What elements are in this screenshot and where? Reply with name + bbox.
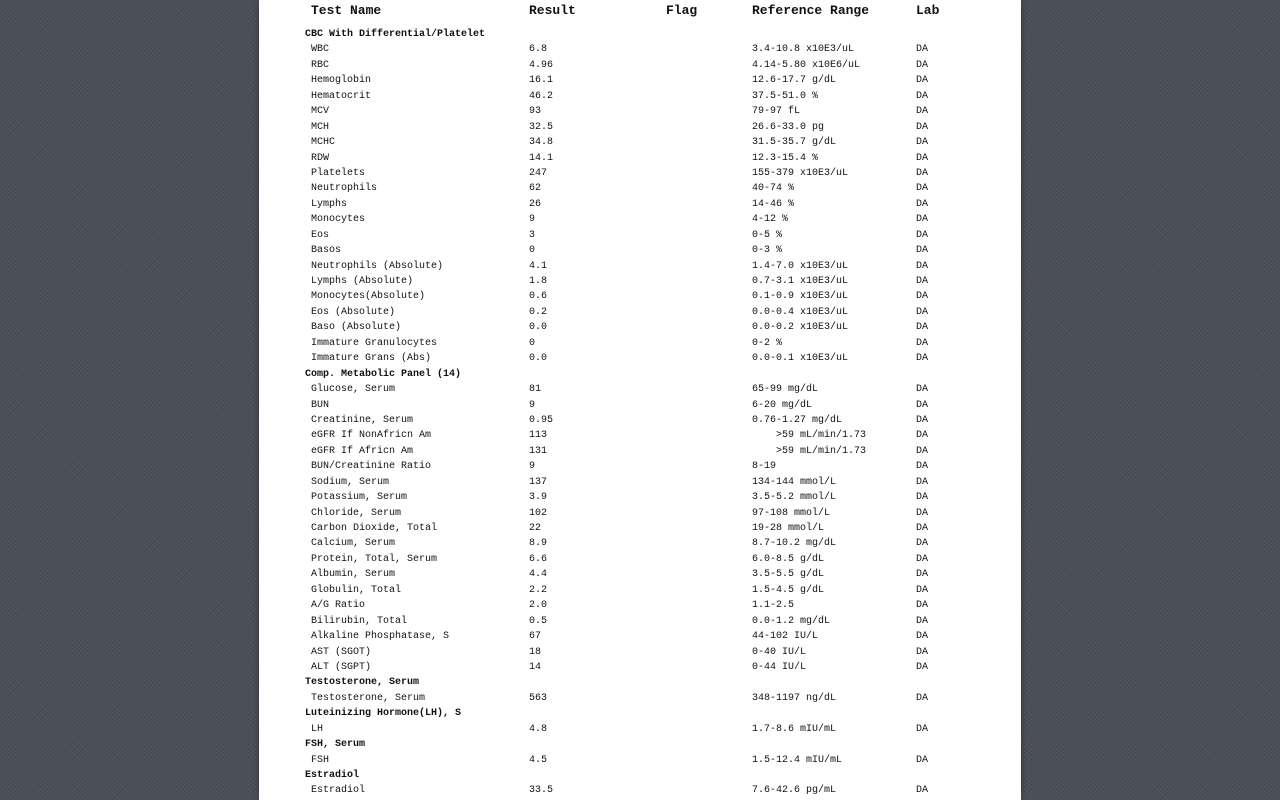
reference-range-cell: 0-40 IU/L: [752, 646, 807, 658]
reference-range-cell: 0.76-1.27 mg/dL: [752, 414, 843, 426]
result-cell: 33.5: [529, 785, 554, 797]
test-name-cell: BUN: [311, 399, 330, 411]
test-name-cell: Lymphs: [311, 198, 348, 210]
reference-range-cell: 4.14-5.80 x10E6/uL: [752, 59, 861, 71]
test-name-cell: RDW: [311, 152, 330, 164]
lab-cell: DA: [916, 121, 929, 133]
test-name-cell: Albumin, Serum: [311, 569, 396, 581]
lab-cell: DA: [916, 214, 929, 226]
result-cell: 131: [529, 445, 548, 457]
reference-range-cell: 0.0-0.2 x10E3/uL: [752, 322, 849, 334]
test-name-cell: Immature Grans (Abs): [311, 353, 432, 365]
table-row: [259, 120, 1021, 135]
header-flag: Flag: [666, 3, 698, 18]
result-cell: 6.8: [529, 44, 548, 56]
result-cell: 0.2: [529, 306, 548, 318]
table-row: [259, 629, 1021, 644]
test-name-cell: Baso (Absolute): [311, 322, 402, 334]
lab-cell: DA: [916, 322, 929, 334]
test-name-cell: Protein, Total, Serum: [311, 553, 438, 565]
test-name-cell: Glucose, Serum: [311, 384, 396, 396]
table-row: [259, 243, 1021, 258]
section-title-text: FSH, Serum: [305, 739, 366, 751]
table-row: [259, 459, 1021, 474]
lab-cell: DA: [916, 399, 929, 411]
test-name-cell: MCH: [311, 121, 330, 133]
reference-range-cell: 7.6-42.6 pg/mL: [752, 785, 837, 797]
lab-cell: DA: [916, 414, 929, 426]
reference-range-cell: 4-12 %: [752, 214, 789, 226]
lab-cell: DA: [916, 384, 929, 396]
lab-cell: DA: [916, 260, 929, 272]
lab-cell: DA: [916, 106, 929, 118]
table-header: [259, 3, 1021, 21]
section-title: [259, 27, 1021, 42]
result-cell: 9: [529, 399, 536, 411]
reference-range-cell: >59 mL/min/1.73: [752, 430, 867, 442]
table-row: [259, 58, 1021, 73]
lab-cell: DA: [916, 523, 929, 534]
lab-cell: DA: [916, 337, 929, 349]
table-row: [259, 320, 1021, 335]
result-cell: 0.0: [529, 322, 548, 334]
test-name-cell: Sodium, Serum: [311, 476, 390, 488]
test-name-cell: eGFR If Africn Am: [311, 445, 414, 457]
result-cell: 9: [529, 461, 536, 473]
test-name-cell: WBC: [311, 44, 330, 56]
table-row: [259, 490, 1021, 505]
lab-cell: DA: [916, 430, 929, 442]
test-name-cell: Calcium, Serum: [311, 538, 396, 550]
lab-report-page: [259, 0, 1021, 800]
lab-cell: DA: [916, 276, 929, 287]
table-row: [259, 753, 1021, 768]
result-cell: 81: [529, 384, 542, 396]
reference-range-cell: 12.6-17.7 g/dL: [752, 75, 837, 87]
table-row: [259, 536, 1021, 551]
table-row: [259, 274, 1021, 289]
lab-cell: DA: [916, 584, 929, 596]
section-title: [259, 737, 1021, 752]
section-title-text: Estradiol: [305, 770, 360, 781]
section-title-text: CBC With Differential/Platelet: [305, 29, 486, 40]
test-name-cell: Bilirubin, Total: [311, 615, 408, 627]
test-name-cell: Neutrophils (Absolute): [311, 260, 444, 272]
lab-cell: DA: [916, 631, 929, 643]
lab-cell: DA: [916, 492, 929, 504]
lab-cell: DA: [916, 615, 929, 627]
lab-cell: DA: [916, 569, 929, 581]
result-cell: 14.1: [529, 152, 554, 164]
test-name-cell: Hemoglobin: [311, 75, 372, 87]
reference-range-cell: 1.5-4.5 g/dL: [752, 584, 825, 596]
reference-range-cell: 0.0-0.4 x10E3/uL: [752, 306, 849, 318]
table-row: [259, 645, 1021, 660]
table-row: [259, 42, 1021, 57]
test-name-cell: Monocytes(Absolute): [311, 291, 426, 303]
header-result: Result: [529, 3, 576, 18]
section-title-text: Comp. Metabolic Panel (14): [305, 368, 462, 380]
table-row: [259, 444, 1021, 459]
reference-range-cell: 3.5-5.5 g/dL: [752, 569, 825, 581]
test-name-cell: Hematocrit: [311, 90, 372, 102]
reference-range-cell: 134-144 mmol/L: [752, 476, 837, 488]
table-row: [259, 691, 1021, 706]
section-title: [259, 675, 1021, 690]
reference-range-cell: 37.5-51.0 %: [752, 90, 819, 102]
reference-range-cell: 6.0-8.5 g/dL: [752, 553, 825, 565]
lab-cell: DA: [916, 476, 929, 488]
reference-range-cell: 79-97 fL: [752, 106, 801, 118]
table-row: [259, 135, 1021, 150]
reference-range-cell: 12.3-15.4 %: [752, 152, 819, 164]
lab-cell: DA: [916, 44, 929, 56]
table-row: [259, 475, 1021, 490]
reference-range-cell: 8-19: [752, 461, 777, 473]
table-row: [259, 552, 1021, 567]
table-row: [259, 567, 1021, 582]
result-cell: 34.8: [529, 137, 554, 149]
result-cell: 137: [529, 476, 548, 488]
result-cell: 22: [529, 523, 542, 534]
table-row: [259, 197, 1021, 212]
result-cell: 4.96: [529, 59, 554, 71]
test-name-cell: RBC: [311, 59, 330, 71]
lab-cell: DA: [916, 245, 929, 257]
header-lab: Lab: [916, 3, 940, 18]
reference-range-cell: 1.5-12.4 mIU/mL: [752, 754, 843, 766]
table-row: [259, 722, 1021, 737]
reference-range-cell: 1.7-8.6 mIU/mL: [752, 723, 837, 735]
lab-cell: DA: [916, 785, 929, 797]
reference-range-cell: 3.4-10.8 x10E3/uL: [752, 44, 855, 56]
lab-cell: DA: [916, 661, 929, 673]
table-row: [259, 614, 1021, 629]
result-cell: 62: [529, 183, 542, 195]
table-row: [259, 305, 1021, 320]
reference-range-cell: 0-44 IU/L: [752, 661, 807, 673]
result-cell: 4.5: [529, 754, 548, 766]
lab-cell: DA: [916, 229, 929, 241]
lab-cell: DA: [916, 553, 929, 565]
reference-range-cell: 0-5 %: [752, 229, 783, 241]
table-row: [259, 506, 1021, 521]
lab-cell: DA: [916, 75, 929, 87]
test-name-cell: Testosterone, Serum: [311, 692, 426, 704]
result-cell: 9: [529, 214, 536, 226]
results-table: [259, 27, 1021, 799]
reference-range-cell: 44-102 IU/L: [752, 631, 819, 643]
reference-range-cell: 26.6-33.0 pg: [752, 121, 825, 133]
result-cell: 32.5: [529, 121, 554, 133]
result-cell: 1.8: [529, 276, 548, 287]
table-row: [259, 289, 1021, 304]
table-row: [259, 382, 1021, 397]
lab-cell: DA: [916, 137, 929, 149]
reference-range-cell: 0.1-0.9 x10E3/uL: [752, 291, 849, 303]
result-cell: 563: [529, 692, 548, 704]
table-row: [259, 212, 1021, 227]
reference-range-cell: 348-1197 ng/dL: [752, 692, 837, 704]
reference-range-cell: >59 mL/min/1.73: [752, 445, 867, 457]
lab-cell: DA: [916, 59, 929, 71]
result-cell: 2.0: [529, 600, 548, 612]
lab-cell: DA: [916, 445, 929, 457]
result-cell: 3.9: [529, 492, 548, 504]
table-row: [259, 89, 1021, 104]
section-title-text: Testosterone, Serum: [305, 677, 420, 689]
table-row: [259, 181, 1021, 196]
result-cell: 4.4: [529, 569, 548, 581]
table-row: [259, 228, 1021, 243]
test-name-cell: Alkaline Phosphatase, S: [311, 631, 450, 643]
lab-cell: DA: [916, 646, 929, 658]
test-name-cell: LH: [311, 723, 324, 735]
test-name-cell: Globulin, Total: [311, 584, 402, 596]
result-cell: 6.6: [529, 553, 548, 565]
result-cell: 0: [529, 337, 536, 349]
lab-cell: DA: [916, 306, 929, 318]
result-cell: 93: [529, 106, 542, 118]
reference-range-cell: 14-46 %: [752, 198, 795, 210]
test-name-cell: A/G Ratio: [311, 600, 366, 612]
test-name-cell: Basos: [311, 245, 342, 257]
table-row: [259, 413, 1021, 428]
section-title: [259, 768, 1021, 783]
test-name-cell: Platelets: [311, 167, 366, 179]
lab-cell: DA: [916, 600, 929, 612]
reference-range-cell: 0.0-0.1 x10E3/uL: [752, 353, 849, 365]
reference-range-cell: 65-99 mg/dL: [752, 384, 819, 396]
result-cell: 102: [529, 507, 548, 519]
result-cell: 4.8: [529, 723, 548, 735]
test-name-cell: Immature Granulocytes: [311, 337, 438, 349]
section-title: [259, 367, 1021, 382]
test-name-cell: Monocytes: [311, 214, 366, 226]
reference-range-cell: 6-20 mg/dL: [752, 399, 813, 411]
test-name-cell: MCHC: [311, 137, 336, 149]
reference-range-cell: 155-379 x10E3/uL: [752, 167, 849, 179]
lab-cell: DA: [916, 198, 929, 210]
table-row: [259, 336, 1021, 351]
reference-range-cell: 1.4-7.0 x10E3/uL: [752, 260, 849, 272]
table-row: [259, 151, 1021, 166]
test-name-cell: Creatinine, Serum: [311, 414, 414, 426]
test-name-cell: Eos: [311, 229, 330, 241]
reference-range-cell: 1.1-2.5: [752, 600, 795, 612]
table-row: [259, 351, 1021, 366]
reference-range-cell: 31.5-35.7 g/dL: [752, 137, 837, 149]
lab-cell: DA: [916, 507, 929, 519]
lab-cell: DA: [916, 723, 929, 735]
header-reference-range: Reference Range: [752, 3, 870, 18]
lab-cell: DA: [916, 754, 929, 766]
lab-cell: DA: [916, 167, 929, 179]
reference-range-cell: 0.7-3.1 x10E3/uL: [752, 276, 849, 287]
result-cell: 247: [529, 167, 548, 179]
table-row: [259, 660, 1021, 675]
result-cell: 18: [529, 646, 542, 658]
lab-cell: DA: [916, 538, 929, 550]
test-name-cell: BUN/Creatinine Ratio: [311, 461, 432, 473]
test-name-cell: ALT (SGPT): [311, 661, 372, 673]
result-cell: 8.9: [529, 538, 548, 550]
test-name-cell: Potassium, Serum: [311, 492, 408, 504]
result-cell: 26: [529, 198, 542, 210]
test-name-cell: FSH: [311, 754, 330, 766]
header-test-name: Test Name: [311, 3, 382, 18]
reference-range-cell: 3.5-5.2 mmol/L: [752, 492, 837, 504]
lab-cell: DA: [916, 291, 929, 303]
test-name-cell: Carbon Dioxide, Total: [311, 523, 438, 534]
lab-cell: DA: [916, 692, 929, 704]
result-cell: 4.1: [529, 260, 548, 272]
result-cell: 67: [529, 631, 542, 643]
result-cell: 16.1: [529, 75, 554, 87]
table-row: [259, 166, 1021, 181]
result-cell: 3: [529, 229, 536, 241]
table-row: [259, 73, 1021, 88]
table-row: [259, 398, 1021, 413]
section-title-text: Luteinizing Hormone(LH), S: [305, 708, 462, 720]
lab-cell: DA: [916, 90, 929, 102]
result-cell: 0: [529, 245, 536, 257]
test-name-cell: MCV: [311, 106, 330, 118]
test-name-cell: Eos (Absolute): [311, 306, 396, 318]
result-cell: 0.6: [529, 291, 548, 303]
result-cell: 0.95: [529, 414, 554, 426]
table-row: [259, 428, 1021, 443]
result-cell: 14: [529, 661, 542, 673]
result-cell: 2.2: [529, 584, 548, 596]
test-name-cell: Lymphs (Absolute): [311, 276, 414, 287]
reference-range-cell: 40-74 %: [752, 183, 795, 195]
table-row: [259, 521, 1021, 536]
result-cell: 46.2: [529, 90, 554, 102]
table-row: [259, 783, 1021, 798]
test-name-cell: AST (SGOT): [311, 646, 372, 658]
section-title: [259, 706, 1021, 721]
test-name-cell: Chloride, Serum: [311, 507, 402, 519]
reference-range-cell: 0.0-1.2 mg/dL: [752, 615, 831, 627]
reference-range-cell: 19-28 mmol/L: [752, 523, 825, 534]
result-cell: 0.5: [529, 615, 548, 627]
reference-range-cell: 8.7-10.2 mg/dL: [752, 538, 837, 550]
lab-cell: DA: [916, 461, 929, 473]
reference-range-cell: 0-3 %: [752, 245, 783, 257]
test-name-cell: Neutrophils: [311, 183, 378, 195]
lab-cell: DA: [916, 152, 929, 164]
lab-cell: DA: [916, 353, 929, 365]
result-cell: 113: [529, 430, 548, 442]
reference-range-cell: 97-108 mmol/L: [752, 507, 831, 519]
test-name-cell: Estradiol: [311, 785, 366, 797]
lab-cell: DA: [916, 183, 929, 195]
reference-range-cell: 0-2 %: [752, 337, 783, 349]
test-name-cell: eGFR If NonAfricn Am: [311, 430, 432, 442]
table-row: [259, 104, 1021, 119]
table-row: [259, 598, 1021, 613]
table-row: [259, 259, 1021, 274]
result-cell: 0.0: [529, 353, 548, 365]
table-row: [259, 583, 1021, 598]
